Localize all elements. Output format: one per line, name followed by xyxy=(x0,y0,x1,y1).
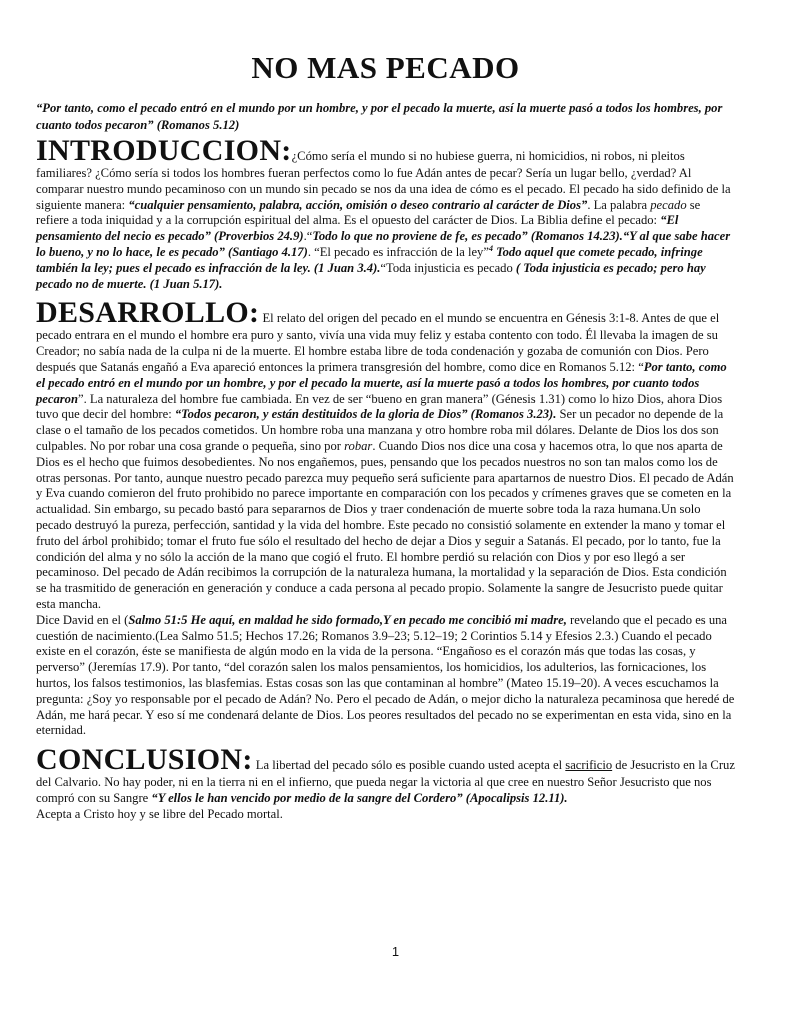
intro-verse-juan-5: ( Toda injusticia es pecado; pero hay pecado no de muerte. (1 Juan 5.17). xyxy=(36,260,706,291)
intro-text-4: .“ xyxy=(303,229,313,244)
intro-word-pecado: pecado xyxy=(650,197,687,212)
intro-verse-juan-3: Todo aquel que comete pecado, infringe también la ley; pues el pecado es infracción de la ley. (1 Juan 3.4). xyxy=(36,244,703,275)
conclusion-text-2: de Jesucristo en la Cruz del Calvario. No hay poder, ni en la tierra ni en el infierno, que pueda negar la victoria al que cree en nuestro Señor Jesucristo que nos compró con su Sangre xyxy=(36,758,735,805)
intro-text-5: . “El pecado es infracción de la ley” xyxy=(307,244,489,259)
desarrollo-section xyxy=(36,298,735,612)
desarrollo-p2-text-1: Dice David en el ( xyxy=(36,612,129,627)
conclusion-word-sacrificio: sacrificio xyxy=(565,758,613,773)
page-number: 1 xyxy=(391,944,400,959)
intro-text-6: “Toda injusticia es pecado xyxy=(380,260,516,275)
intro-text-2: . La palabra xyxy=(587,197,651,212)
desarrollo-p2-text-2: revelando que el pecado es una cuestión de nacimiento.(Lea Salmo 51.5; Hechos 17.26; Romanos 3.9–23; 5.12–19; 2 Corintios 5.14 y Efesios 2.3.) Cuando el pecado existe en el corazón, éste se manifiesta de algún modo en la vida de la persona. “Engañoso es el corazón más que todas las cosas, y perverso” (Jeremías 17.9). Por tanto, “del corazón salen los malos pensamientos, los homicidios, los adulterios, las fornicaciones, los hurtos, los falsos testimonios, las blasfemias. Estas cosas son las que contaminan al hombre” (Mateo 15.19–20). A veces escuchamos la pregunta: ¿Soy yo responsable por el pecado de Adán? No. Pero el pecado de Adán, o mejor dicho la naturaleza pecaminosa que heredé de Adán, me hará pecar. Y eso sí me condenará delante de Dios. Los peores resultados del pecado no se experimentan en esta vida, sino en la eternidad. xyxy=(36,612,735,738)
introduction-heading: INTRODUCCION: xyxy=(36,134,292,167)
intro-text-3: se refiere a toda iniquidad y a la corrupción espiritual del alma. Es el opuesto del carácter de Dios. La Biblia define el pecado: xyxy=(36,197,701,228)
conclusion-text-1: La libertad del pecado sólo es posible cuando usted acepta el xyxy=(252,758,566,773)
intro-definition: “cualquier pensamiento, palabra, acción, omisión o deseo contrario al carácter de Dios” xyxy=(128,197,588,212)
desarrollo-paragraph-2 xyxy=(36,613,735,739)
desarrollo-verse-salmo: Salmo 51:5 He aquí, en maldad he sido formado,Y en pecado me concibió mi madre, xyxy=(128,612,567,627)
desarrollo-text-2: ”. La naturaleza del hombre fue cambiada. En vez de ser “bueno en gran manera” (Génesis 1.31) como lo hizo Dios, ahora Dios tuvo que decir del hombre: xyxy=(36,391,723,422)
intro-verse-romanos-santiago: Todo lo que no proviene de fe, es pecado” (Romanos 14.23).“Y al que sabe hacer lo bueno, y no lo hace, le es pecado” (Santiago 4.17) xyxy=(36,229,731,259)
introduction-section xyxy=(36,136,735,292)
desarrollo-verse-romanos-3: “Todos pecaron, y están destituidos de la gloria de Dios” (Romanos 3.23). xyxy=(174,407,557,422)
closing-line: Acepta a Cristo hoy y se libre del Pecado mortal. xyxy=(36,806,283,821)
intro-verse-proverbios: “El pensamiento del necio es pecado” (Proverbios 24.9) xyxy=(36,213,679,244)
conclusion-verse-apocalipsis: “Y ellos le han vencido por medio de la sangre del Cordero” (Apocalipsis 12.11). xyxy=(151,790,568,805)
conclusion-heading: CONCLUSION: xyxy=(36,743,253,777)
epigraph-verse: “Por tanto, como el pecado entró en el mundo por un hombre, y por el pecado la muerte, así la muerte pasó a todos los hombres, por cuanto todos pecaron” (Romanos 5.12) xyxy=(36,101,723,132)
desarrollo-text-1: El relato del origen del pecado en el mundo se encuentra en Génesis 3:1-8. Antes de que el pecado entrara en el mundo el hombre era puro y santo, vivía una vida muy feliz y estaba contento con todo. Él llevaba la imagen de su Creador; no sabía nada de la culpa ni de la muerte. El hombre estaba libre de toda condenación y gozaba de comunión con Dios. Pero después que Satanás engañó a Eva apareció entonces la primera transgresión del hombre, como dice en Romanos 5.12: “ xyxy=(36,311,720,374)
desarrollo-text-4: . Cuando Dios nos dice una cosa y hacemos otra, lo que nos aparta de Dios es el hecho que fuimos desobedientes. No nos engañemos, pues, pensando que los pecados nuestros no son tan malos como los de otras personas. Por tanto, aunque nuestro pecado parezca muy pequeño será suficiente para apartarnos de nuestro Dios. El pecado de Adán y Eva cuando comieron del fruto prohibido no parece importante en comparación con los pecados y crímenes graves que se cometen en la actualidad. Sin embargo, su pecado bastó para separarnos de Dios y traer condenación de muerte sobre toda la raza humana.Un solo pecado destruyó la pureza, perfección, santidad y la vida del hombre. Este pecado no consistió solamente en extender la mano y tomar el fruto del árbol prohibido; tomar el fruto fue sólo el resultado del hecho de dejar a Dios y seguir a Satanás. El pecado, por lo tanto, fue la condición del alma y no sólo la acción de la mano que cogió el fruto. El hombre perdió su relación con Dios y por eso llegó a ser pecaminoso. Del pecado de Adán recibimos la corrupción de la naturaleza humana, la mortalidad y la separación de Dios. Esta condición se ha trasmitido de generación en generación y conduce a cada persona al pecado propio. Solamente la sangre de Jesucristo puede quitar esta mancha. xyxy=(36,438,734,611)
intro-superscript: 4 xyxy=(488,243,493,253)
desarrollo-verse-romanos-5: Por tanto, como el pecado entró en el mundo por un hombre, y por el pecado la muerte, así la muerte pasó a todos los hombres, por cuanto todos pecaron xyxy=(36,359,727,406)
page-title: NO MAS PECADO xyxy=(251,50,520,85)
desarrollo-text-3: Ser un pecador no depende de la clase o el tamaño de los pecados cometidos. Un hombre roba una manzana y otro hombre roba mil dólares. Delante de Dios los dos son culpables. No por robar una cosa grande o pequeña, sino por xyxy=(36,407,724,453)
intro-text-1: ¿Cómo sería el mundo si no hubiese guerra, ni homicidios, ni robos, ni pleitos familiares? ¿Cómo sería si todos los hombres fueran perfectos como lo fue Adán antes de pecar? Sería un lugar bello, ¿verdad? Al comparar nuestro mundo pecaminoso con un mundo sin pecado se nos da una idea de cómo es el pecado. El pecado ha sido definido de la siguiente manera: xyxy=(36,149,731,212)
desarrollo-word-robar: robar xyxy=(344,438,373,453)
desarrollo-heading: DESARROLLO: xyxy=(36,296,260,330)
conclusion-section xyxy=(36,745,735,807)
